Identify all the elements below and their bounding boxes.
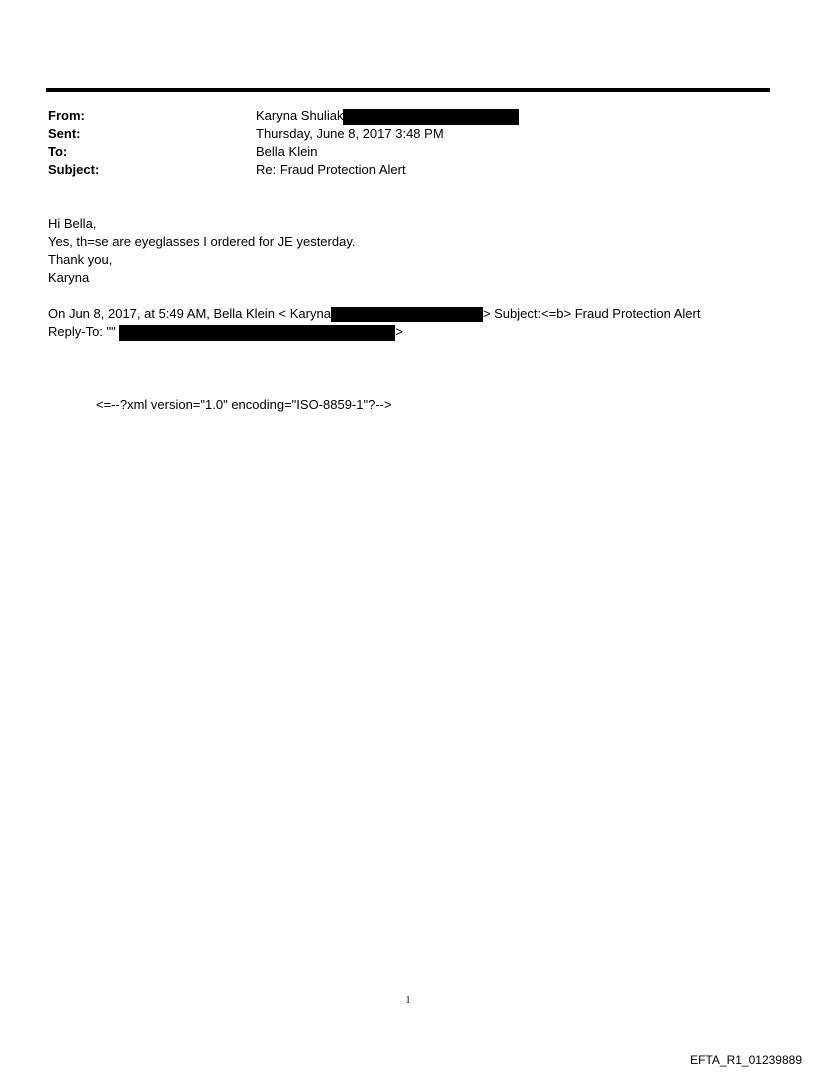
header-divider-rule xyxy=(46,88,770,92)
from-name: Karyna Shuliak xyxy=(256,108,344,123)
sent-value: Thursday, June 8, 2017 3:48 PM xyxy=(256,126,444,141)
body-closing: Thank you, xyxy=(48,252,113,267)
xml-declaration-line: <=--?xml version="1.0" encoding="ISO-8859-1"?--> xyxy=(96,397,392,412)
quoted-line2-prefix: Reply-To: "" xyxy=(48,324,120,339)
quoted-replyto-line xyxy=(48,323,403,341)
redaction-block xyxy=(119,325,395,341)
quoted-line2-suffix: > xyxy=(395,324,403,339)
header-to-row xyxy=(48,143,748,161)
body-message: Yes, th=se are eyeglasses I ordered for JE yesterday. xyxy=(48,234,356,249)
header-sent-row xyxy=(48,125,748,143)
subject-value: Re: Fraud Protection Alert xyxy=(256,162,406,177)
redaction-block xyxy=(331,307,483,322)
redaction-block xyxy=(343,109,519,125)
body-greeting: Hi Bella, xyxy=(48,216,97,231)
document-id: EFTA_R1_01239889 xyxy=(690,1053,802,1067)
from-value xyxy=(256,107,519,125)
subject-label: Subject: xyxy=(48,162,100,177)
to-label: To: xyxy=(48,144,68,159)
quoted-header-line xyxy=(48,305,700,323)
quoted-line1-suffix: > Subject:<=b> Fraud Protection Alert xyxy=(482,306,701,321)
sent-label: Sent: xyxy=(48,126,81,141)
quoted-line1-prefix: On Jun 8, 2017, at 5:49 AM, Bella Klein < Karyna xyxy=(48,306,331,321)
body-signature: Karyna xyxy=(48,270,90,285)
header-from-row xyxy=(48,107,748,125)
to-value: Bella Klein xyxy=(256,144,318,159)
from-label: From: xyxy=(48,108,85,123)
header-subject-row xyxy=(48,161,748,179)
page-number: 1 xyxy=(405,995,411,1006)
